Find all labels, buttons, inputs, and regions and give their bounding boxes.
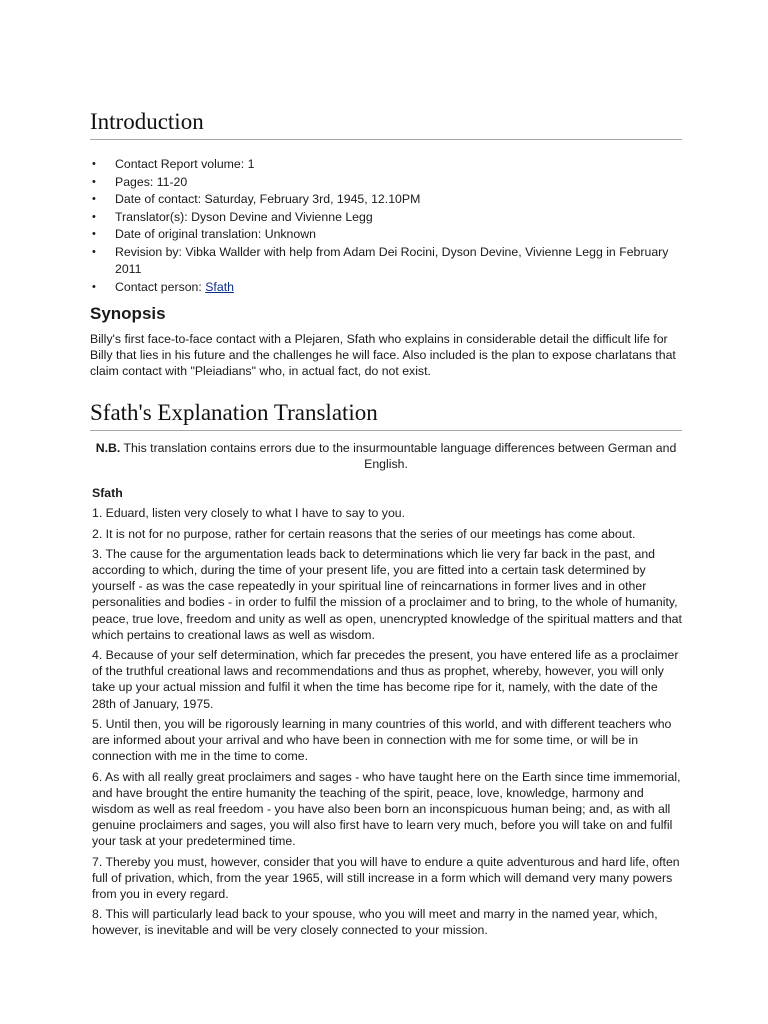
synopsis-text: Billy's first face-to-face contact with a Plejaren, Sfath who explains in considerable detail the difficult life for Billy that lies in his future and the challenges he will face. Also included is the plan to expose charlatans that claim contact with "Pleiadians" who, in actual fact, do not exist. bbox=[90, 331, 676, 379]
translation-heading: Sfath's Explanation Translation bbox=[90, 399, 682, 431]
verse: 4. Because of your self determination, which far precedes the present, you have entered life as a proclaimer of the truthful creational laws and recommendations and thus as prophet, whereby, however, you will only take up your actual mission and fulfil it when the time has become ripe for it, namely, with the date of the 28th of January, 1975. bbox=[92, 648, 679, 711]
list-item bbox=[90, 156, 682, 173]
document-page bbox=[90, 0, 682, 939]
contact-person-label: Contact person: bbox=[115, 279, 206, 294]
bullet-icon: • bbox=[92, 158, 96, 170]
bullet-icon: • bbox=[92, 193, 96, 206]
introduction-heading: Introduction bbox=[90, 108, 682, 140]
bullet-icon: • bbox=[92, 175, 96, 188]
verse: 8. This will particularly lead back to your spouse, who you will meet and marry in the named year, which, however, is inevitable and will be very closely connected to your mission. bbox=[92, 907, 658, 938]
list-item bbox=[90, 244, 682, 278]
list-item bbox=[90, 209, 682, 226]
verse: 1. Eduard, listen very closely to what I have to say to you. bbox=[92, 506, 406, 521]
list-item-text: Date of contact: Saturday, February 3rd, 1945, 12.10PM bbox=[115, 192, 421, 207]
verse: 5. Until then, you will be rigorously learning in many countries of this world, and with different teachers who are informed about your arrival and who have been in connection with me for some time, or will be in connection with me in the time to come. bbox=[92, 716, 672, 764]
list-item bbox=[90, 279, 682, 296]
bullet-icon: • bbox=[92, 245, 96, 258]
verse: 2. It is not for no purpose, rather for certain reasons that the series of our meetings has come about. bbox=[92, 526, 636, 541]
sfath-link[interactable]: Sfath bbox=[205, 279, 234, 294]
verse: 7. Thereby you must, however, consider that you will have to endure a quite adventurous and hard life, often full of privation, which, from the year 1965, will still increase in a form which will demand very many powers from you in every regard. bbox=[92, 854, 680, 901]
bullet-icon: • bbox=[92, 280, 96, 293]
verse: 3. The cause for the argumentation leads back to determinations which lie very far back in the past, and according to which, during the time of your present life, you are fitted into a certain task determined by yourself - as was the case repeatedly in your spiritual line of reincarnations in former lives and in other personalities and bodies - in order to fulfil the mission of a proclaimer and to bring, to the whole of humanity, peace, true love, freedom and unity as well as open, unencrypted knowledge of the spiritual matters and that which pertains to creational laws as well as wisdom. bbox=[92, 546, 682, 642]
synopsis-heading: Synopsis bbox=[90, 303, 166, 323]
speaker-name: Sfath bbox=[92, 486, 123, 501]
verse: 6. As with all really great proclaimers and sages - who have taught here on the Earth since time immemorial, and have brought the entire humanity the teaching of the spirit, peace, love, knowledge, harmony and wisdom as well as real freedom - you have also been born an inconspicuous human being; and, as with all genuine proclaimers and sages, you will also first have to learn very much, before you will take on and fulfil your task at your predetermined time. bbox=[92, 769, 681, 849]
list-item-text: Pages: 11-20 bbox=[115, 174, 188, 189]
nb-label: N.B. bbox=[95, 441, 121, 456]
list-item-text: Translator(s): Dyson Devine and Vivienne Legg bbox=[115, 209, 373, 224]
contact-info-list bbox=[90, 156, 682, 296]
translation-note bbox=[90, 440, 682, 472]
list-item-text: Contact Report volume: 1 bbox=[115, 157, 255, 171]
bullet-icon: • bbox=[92, 210, 96, 223]
list-item bbox=[90, 174, 682, 191]
list-item-text: Revision by: Vibka Wallder with help from Adam Dei Rocini, Dyson Devine, Vivienne Legg in February 2011 bbox=[115, 244, 669, 276]
list-item bbox=[90, 191, 682, 208]
bullet-icon: • bbox=[92, 228, 96, 241]
list-item bbox=[90, 226, 682, 243]
nb-text: This translation contains errors due to the insurmountable language differences between German and English. bbox=[120, 441, 677, 472]
list-item-text: Date of original translation: Unknown bbox=[115, 227, 316, 242]
